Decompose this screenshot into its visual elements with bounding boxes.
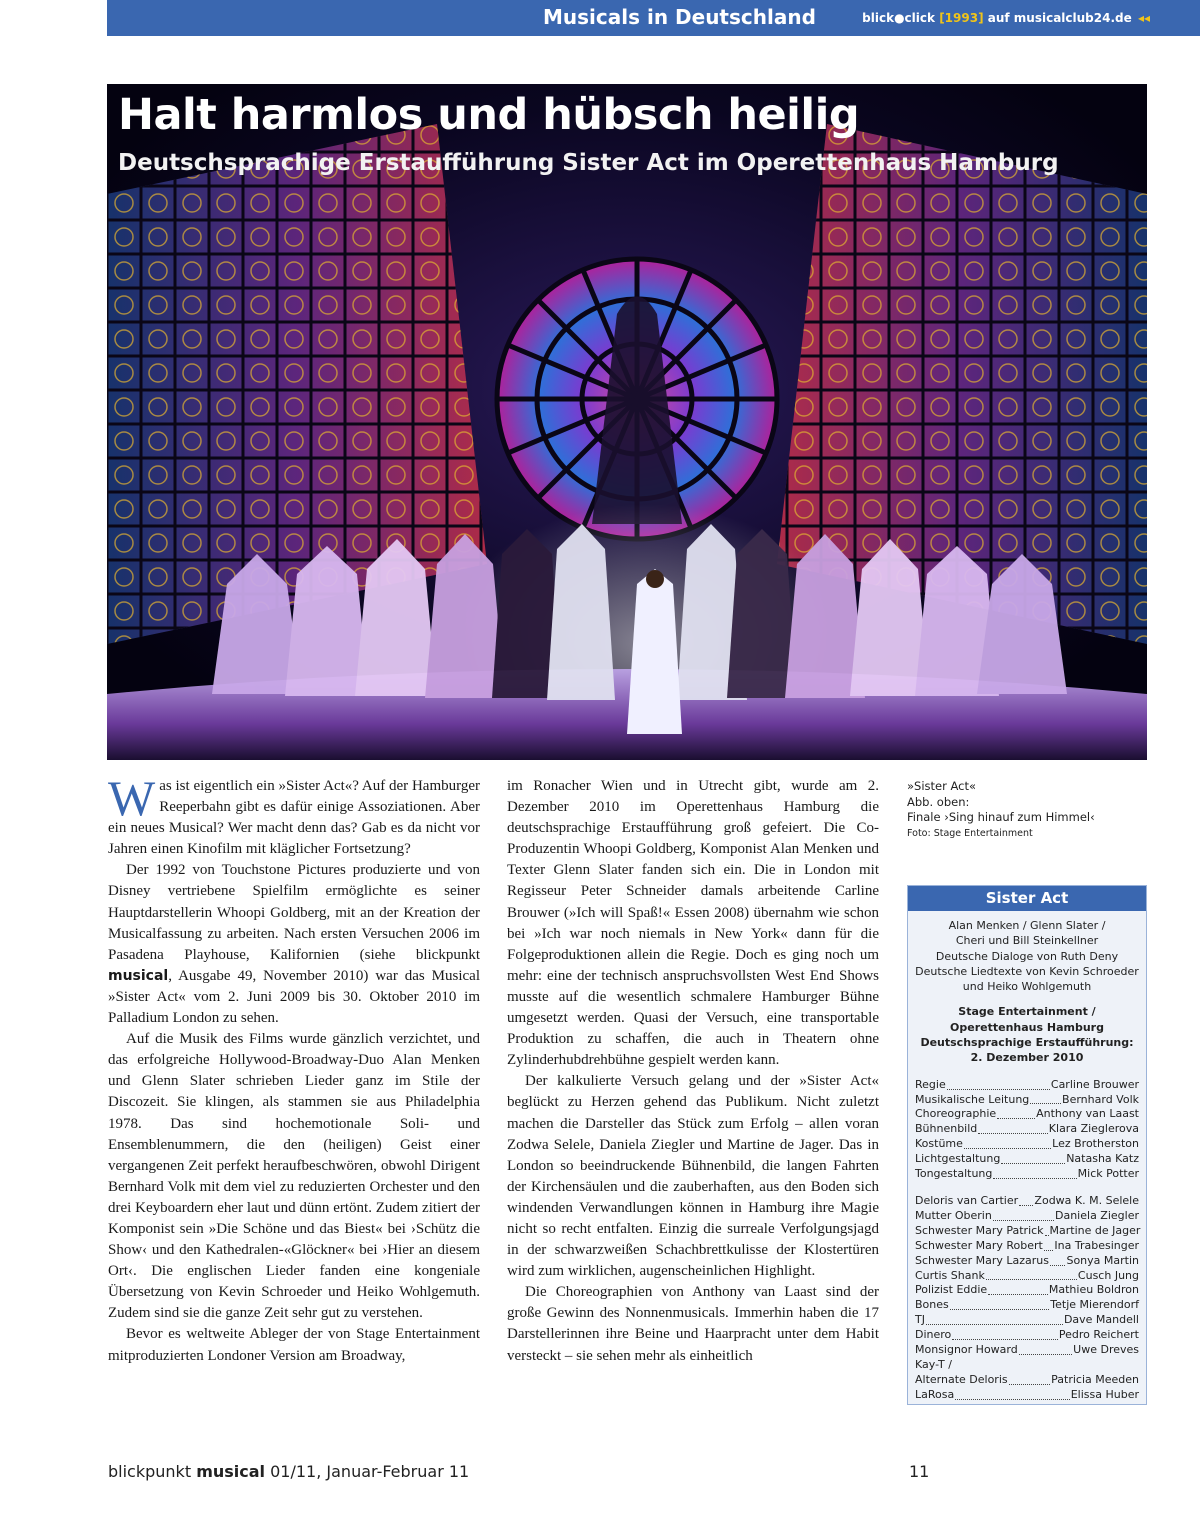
leader-dots bbox=[1001, 1163, 1065, 1164]
cast-row bbox=[915, 1373, 1139, 1388]
drop-cap: W bbox=[108, 770, 156, 826]
person-name: Bernhard Volk bbox=[1062, 1092, 1139, 1106]
cast-row bbox=[915, 1254, 1139, 1269]
photo-caption bbox=[907, 779, 1137, 841]
team-row bbox=[915, 1122, 1139, 1137]
person-name: Dave Mandell bbox=[1063, 1313, 1139, 1327]
cast-list bbox=[915, 1194, 1139, 1403]
team-row bbox=[915, 1137, 1139, 1152]
stage-illustration bbox=[107, 84, 1147, 760]
role-label: Deloris van Cartier bbox=[915, 1194, 1019, 1208]
producer-premiere bbox=[908, 1004, 1146, 1065]
footer-prefix: blickpunkt bbox=[108, 1462, 192, 1481]
cast-row bbox=[915, 1298, 1139, 1313]
article-column-1 bbox=[108, 770, 480, 1367]
paragraph-1 bbox=[108, 770, 480, 860]
producer-line: Operettenhaus Hamburg bbox=[950, 1020, 1104, 1034]
role-label: Polizist Eddie bbox=[915, 1283, 988, 1297]
leader-dots bbox=[986, 1279, 1077, 1280]
article-subheadline: Deutschsprachige Erstaufführung Sister Act im Operettenhaus Hamburg bbox=[118, 150, 1059, 176]
producer-line: Deutschsprachige Erstaufführung: bbox=[920, 1036, 1134, 1050]
producer-line: Stage Entertainment / bbox=[958, 1005, 1096, 1019]
role-label: Kostüme bbox=[915, 1137, 963, 1151]
leader-dots bbox=[993, 1220, 1054, 1221]
leader-dots bbox=[1050, 1265, 1066, 1266]
person-name: Pedro Reichert bbox=[1058, 1328, 1139, 1342]
credit-line: Deutsche Dialoge von Ruth Deny bbox=[935, 949, 1119, 963]
blick-click-site: auf musicalclub24.de bbox=[987, 11, 1132, 25]
person-name: Patricia Meeden bbox=[1051, 1372, 1139, 1386]
team-row bbox=[915, 1107, 1139, 1122]
caption-line-3: Finale ›Sing hinauf zum Himmel‹ bbox=[907, 810, 1095, 824]
person-name: Anthony van Laast bbox=[1036, 1107, 1139, 1121]
leader-dots bbox=[997, 1118, 1035, 1119]
person-name: Klara Zieglerova bbox=[1048, 1122, 1139, 1136]
magazine-brand: musical bbox=[108, 967, 169, 984]
role-label: TJ bbox=[915, 1313, 925, 1327]
blick-click-label: blick●click bbox=[862, 11, 935, 25]
credit-line: Alan Menken / Glenn Slater / bbox=[948, 919, 1106, 932]
person-name: Mathieu Boldron bbox=[1048, 1283, 1139, 1297]
role-label: Schwester Mary Robert bbox=[915, 1238, 1043, 1252]
role-label: Bühnenbild bbox=[915, 1122, 978, 1136]
role-label: LaRosa bbox=[915, 1387, 955, 1401]
leader-dots bbox=[947, 1089, 1050, 1090]
leader-dots bbox=[1009, 1384, 1051, 1385]
footer-issue: 01/11, Januar-Februar 11 bbox=[270, 1462, 470, 1481]
caption-line-1: »Sister Act« bbox=[907, 779, 977, 793]
article-column-2 bbox=[507, 776, 879, 1367]
role-label: Dinero bbox=[915, 1328, 952, 1342]
section-title: Musicals in Deutschland bbox=[543, 5, 816, 29]
blick-click-link[interactable] bbox=[862, 11, 1150, 25]
leader-dots bbox=[1019, 1354, 1072, 1355]
photo-credit: Foto: Stage Entertainment bbox=[907, 827, 1033, 839]
leader-dots bbox=[978, 1133, 1048, 1134]
hero-stage-photo bbox=[107, 84, 1147, 760]
leader-dots bbox=[950, 1309, 1050, 1310]
paragraph-2-text-b: , Ausgabe 49, November 2010) war das Musical »Sister Act« vom 2. Juni 2009 bis 30. Oktober 2010 im Palladium London zu sehen. bbox=[108, 967, 480, 1027]
role-label: Choreographie bbox=[915, 1107, 997, 1121]
double-arrow-icon: ◂◂ bbox=[1137, 11, 1150, 25]
role-label: Schwester Mary Patrick bbox=[915, 1223, 1044, 1237]
role-label: Kay-T / bbox=[915, 1357, 952, 1371]
role-label: Curtis Shank bbox=[915, 1268, 985, 1282]
cast-row bbox=[915, 1343, 1139, 1358]
leader-dots bbox=[952, 1339, 1058, 1340]
person-name: Ina Trabesinger bbox=[1054, 1238, 1139, 1252]
cast-row bbox=[915, 1388, 1139, 1403]
paragraph-2 bbox=[108, 860, 480, 1029]
paragraph-3: Auf die Musik des Films wurde gänzlich verzichtet, und das erfolgreiche Hollywood-Broadway-Duo Alan Menken und Glenn Slater schrieben Lieder ganz im Stile der Discozeit. Sie klingen, als stammen sie aus Philadelphia 1978. Das sind hochemotionale Soli- und Ensemblenummern, die den (heiligen) Geist einer vergangenen Zeit perfekt heraufbeschwören, obwohl Dirigent Bernhard Volk mit dem viel zu reduzierten Orchester und den drei Keyboardern eher laut und dünn ertönt. Zudem zitiert der Komponist sein »Die Schöne und das Biest« bei ›Schütz die Show‹ und den Kathedralen-«Glöckner« bei ›Hier an diesem Ort‹. Die englischen Lieder fanden eine kongeniale Übersetzung von Kevin Schroeder und Heiko Wohlgemuth. Zudem sind sie die ganze Zeit sehr gut zu verstehen. bbox=[108, 1031, 480, 1322]
paragraph-5: im Ronacher Wien und in Utrecht gibt, wurde am 2. Dezember 2010 im Operettenhaus Hamburg die deutschsprachige Erstaufführung groß gefeiert. Die Co-Produzentin Whoopi Goldberg, Komponist Alan Menken und Texter Glenn Slater fanden sich ein. Die in London mit Regisseur Peter Schneider damals arbeitende Carline Brouwer (»Ich will Spaß!« Essen 2008) übernahm wie schon bei »Ich war noch niemals in New York« dann für die Folgeproduktionen allein die Regie. Doch es ging noch um mehr: eine der technisch anspruchsvollsten West End Shows musste auf die wesentlich schmalere Hamburger Bühne umgesetzt werden. Quasi der Versuch, eine transportable Produktion zu schaffen, die auch in Theatern ohne Zylinderhubdrehbühne gespielt werden kann. bbox=[507, 778, 879, 1069]
role-label: Tongestaltung bbox=[915, 1167, 993, 1181]
cast-row bbox=[915, 1209, 1139, 1224]
cast-row bbox=[915, 1313, 1139, 1328]
cast-row bbox=[915, 1194, 1139, 1209]
cast-row bbox=[915, 1283, 1139, 1298]
producer-line: 2. Dezember 2010 bbox=[970, 1051, 1084, 1065]
person-name: Lez Brotherston bbox=[1052, 1137, 1139, 1151]
info-box-title: Sister Act bbox=[908, 886, 1146, 911]
caption-line-2: Abb. oben: bbox=[907, 794, 970, 809]
role-label: Regie bbox=[915, 1077, 946, 1091]
paragraph-2-text-a: Der 1992 von Touchstone Pictures produzierte und von Disney vertriebene Spielfilm ermöglichte es seiner Hauptdarstellerin Whoopi Goldberg, mit an der Kreation der Musicalfassung zu arbeiten. Nach ersten Versuchen 2006 im Pasadena Playhouse, Kalifornien (siehe blickpunkt bbox=[108, 862, 480, 963]
page-number: 11 bbox=[909, 1462, 930, 1481]
leader-dots bbox=[964, 1148, 1051, 1149]
person-name: Mick Potter bbox=[1077, 1167, 1139, 1181]
creative-team-list bbox=[915, 1078, 1139, 1182]
person-name: Martine de Jager bbox=[1049, 1223, 1141, 1237]
person-name: Zodwa K. M. Selele bbox=[1034, 1194, 1139, 1208]
cast-row bbox=[915, 1328, 1139, 1343]
page-footer bbox=[108, 1462, 469, 1481]
leader-dots bbox=[993, 1178, 1076, 1179]
blick-click-code: [1993] bbox=[939, 11, 984, 25]
team-row bbox=[915, 1167, 1139, 1182]
leader-dots bbox=[1030, 1103, 1061, 1104]
credit-line: Cheri und Bill Steinkellner bbox=[955, 934, 1099, 948]
leader-dots bbox=[1045, 1235, 1049, 1236]
role-label: Schwester Mary Lazarus bbox=[915, 1253, 1049, 1267]
credit-line: Deutsche Liedtexte von Kevin Schroeder bbox=[915, 964, 1139, 978]
person-name: Natasha Katz bbox=[1066, 1152, 1139, 1166]
leader-dots bbox=[1019, 1205, 1033, 1206]
leader-dots bbox=[988, 1294, 1048, 1295]
paragraph-7: Die Choreographien von Anthony van Laast sind der große Gewinn des Nonnenmusicals. Immerhin haben die 17 Darstellerinnen ihre Beine und Haarpracht unter dem Habit versteckt – sie sehen mehr als einheitlich bbox=[507, 1284, 879, 1364]
credit-line: und Heiko Wohlgemuth bbox=[962, 980, 1092, 994]
role-label: Mutter Oberin bbox=[915, 1208, 992, 1222]
paragraph-6: Der kalkulierte Versuch gelang und der »Sister Act« beglückt zu Herzen gehend das Publikum. Nicht zuletzt machen die Darsteller das Stück zum Erfolg – allen voran Zodwa Selele, Daniela Ziegler und Martine de Jager. Das in London so beeindruckende Bühnenbild, die langen Fahrten der Kirchensäulen und die zauberhaften, aus den Boden sich windenden Verwandlungen können in Hamburg ihre Magie nicht so recht entfalten. Einzig die surreale Verfolgungsjagd in der schwarzweißen Schachbrettkulisse der Klostertüren wird zum wirklichen, augenscheinlichen Highlight. bbox=[507, 1073, 879, 1280]
paragraph-1-text: as ist eigentlich ein »Sister Act«? Auf der Hamburger Reeperbahn gibt es dafür einige Assoziationen. Aber ein neues Musical? Wer macht denn das? Gab es da nicht vor Jahren einen Kinofilm mit kläglicher Fortsetzung? bbox=[108, 778, 480, 858]
cast-row bbox=[915, 1239, 1139, 1254]
footer-brand: musical bbox=[196, 1462, 266, 1481]
role-label: Musikalische Leitung bbox=[915, 1092, 1030, 1106]
article-headline: Halt harmlos und hübsch heilig bbox=[118, 90, 860, 140]
leader-dots bbox=[955, 1399, 1069, 1400]
paragraph-4: Bevor es weltweite Ableger der von Stage Entertainment mitproduzierten Londoner Version am Broadway, bbox=[108, 1326, 480, 1364]
person-name: Sonya Martin bbox=[1066, 1253, 1139, 1267]
role-label: Monsignor Howard bbox=[915, 1343, 1018, 1357]
creators-credits bbox=[908, 918, 1146, 994]
person-name: Daniela Ziegler bbox=[1055, 1208, 1139, 1222]
person-name: Carline Brouwer bbox=[1050, 1077, 1139, 1091]
leader-dots bbox=[926, 1324, 1063, 1325]
person-name: Uwe Dreves bbox=[1073, 1343, 1139, 1357]
cast-row bbox=[915, 1269, 1139, 1284]
cast-row bbox=[915, 1224, 1139, 1239]
person-name: Cusch Jung bbox=[1077, 1268, 1139, 1282]
role-label: Alternate Deloris bbox=[915, 1372, 1008, 1386]
leader-dots bbox=[1044, 1250, 1054, 1251]
person-name: Tetje Mierendorf bbox=[1050, 1298, 1139, 1312]
team-row bbox=[915, 1078, 1139, 1093]
role-label: Bones bbox=[915, 1298, 949, 1312]
team-row bbox=[915, 1093, 1139, 1108]
section-header-bar bbox=[107, 0, 1200, 36]
person-name: Elissa Huber bbox=[1070, 1387, 1139, 1401]
team-row bbox=[915, 1152, 1139, 1167]
cast-row bbox=[915, 1358, 1139, 1373]
production-info-box bbox=[907, 885, 1147, 1405]
role-label: Lichtgestaltung bbox=[915, 1152, 1001, 1166]
